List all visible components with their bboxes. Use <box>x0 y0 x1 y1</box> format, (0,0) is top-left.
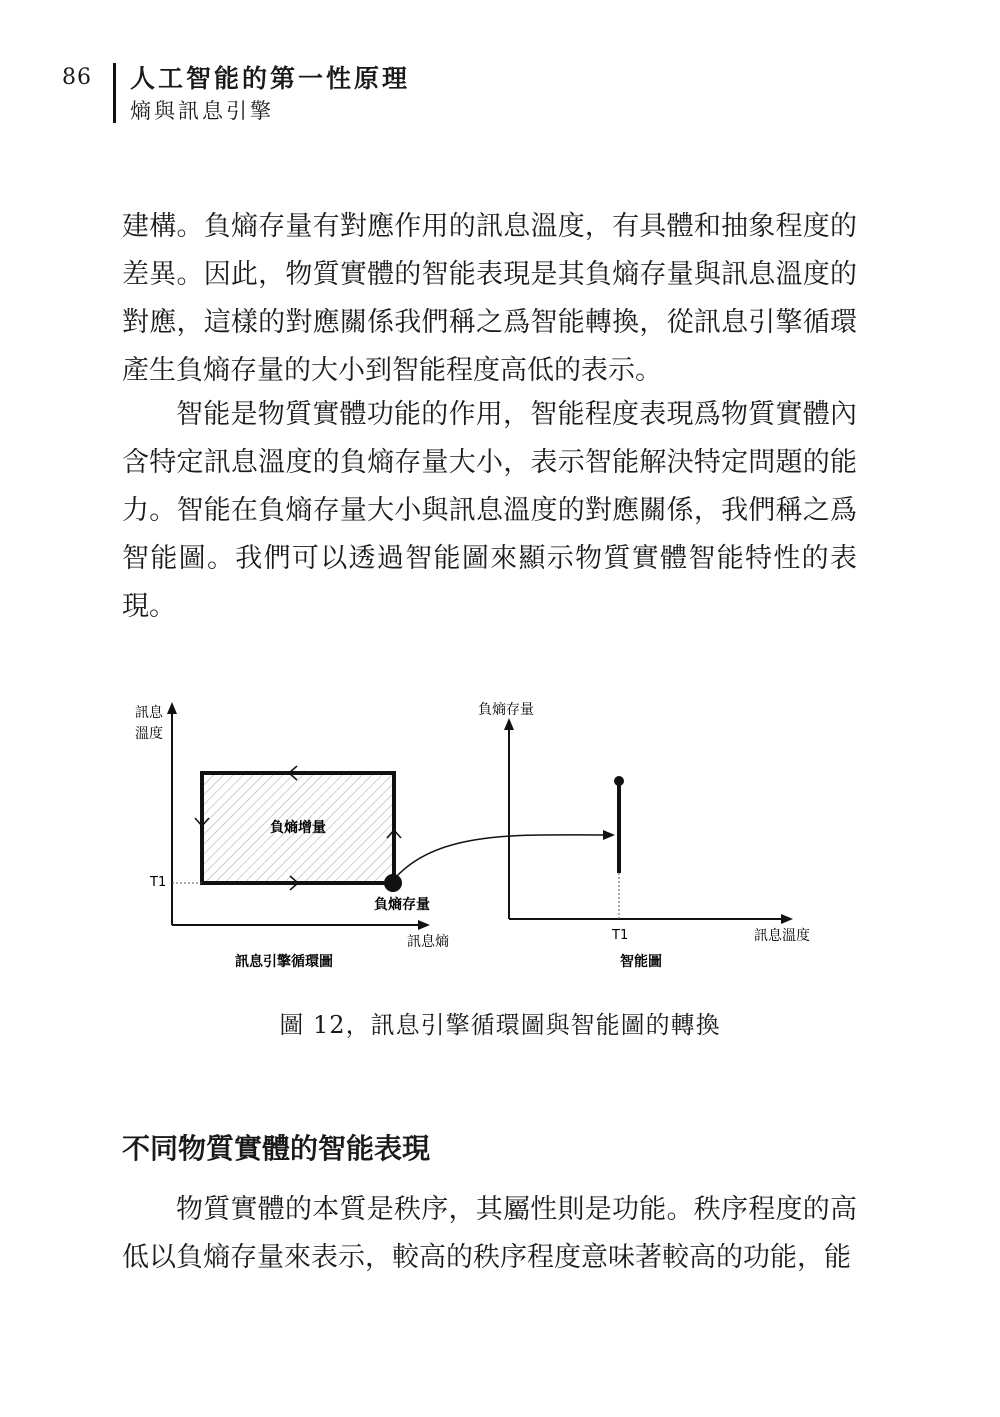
transform-arrowhead <box>603 830 615 840</box>
left-t1-label: T1 <box>150 875 167 890</box>
right-y-arrowhead <box>504 718 514 730</box>
page-number: 86 <box>62 65 92 90</box>
right-y-label: 負熵存量 <box>478 702 534 718</box>
right-t1-label: T1 <box>612 928 629 943</box>
stock-point <box>384 874 402 892</box>
section-heading: 不同物質實體的智能表現 <box>122 1132 431 1165</box>
left-diagram-title: 訊息引擎循環圖 <box>235 954 333 970</box>
region-label: 負熵增量 <box>270 820 326 836</box>
right-diagram-title: 智能圖 <box>620 954 662 970</box>
book-title: 人工智能的第一性原理 <box>130 64 411 93</box>
left-x-arrowhead <box>418 920 430 930</box>
right-x-label: 訊息溫度 <box>754 928 810 944</box>
point-label: 負熵存量 <box>374 897 430 913</box>
left-x-label: 訊息熵 <box>407 934 449 950</box>
left-y-label-line1: 訊息 <box>135 705 163 721</box>
body-paragraph-1: 建構。負熵存量有對應作用的訊息溫度，有具體和抽象程度的差異。因此，物質實體的智能表現是其負熵存量與訊息溫度的對應，這樣的對應關係我們稱之爲智能轉換，從訊息引擎循環產生負熵存量的大小到智能程度高低的表示。 <box>122 211 857 386</box>
figure-diagram <box>120 690 840 980</box>
left-y-label-line2: 溫度 <box>135 726 163 742</box>
intelligence-bar-top <box>614 776 624 786</box>
header-divider <box>113 63 116 123</box>
cycle-diagram <box>135 702 449 970</box>
section-paragraph-1: 物質實體的本質是秩序，其屬性則是功能。秩序程度的高低以負熵存量來表示，較高的秩序程度意味著較高的功能，能 <box>122 1194 857 1273</box>
figure-12 <box>120 690 840 980</box>
right-x-arrowhead <box>781 914 793 924</box>
transform-arrow <box>396 835 605 877</box>
left-y-arrowhead <box>167 702 177 714</box>
body-paragraph-2: 智能是物質實體功能的作用，智能程度表現爲物質實體內含特定訊息溫度的負熵存量大小，表示智能解決特定問題的能力。智能在負熵存量大小與訊息溫度的對應關係，我們稱之爲智能圖。我們可以透過智能圖來顯示物質實體智能特性的表現。 <box>122 399 857 622</box>
figure-caption: 圖 12，訊息引擎循環圖與智能圖的轉換 <box>279 1011 721 1039</box>
page-header <box>0 55 1000 125</box>
chapter-title: 熵與訊息引擎 <box>130 99 274 123</box>
